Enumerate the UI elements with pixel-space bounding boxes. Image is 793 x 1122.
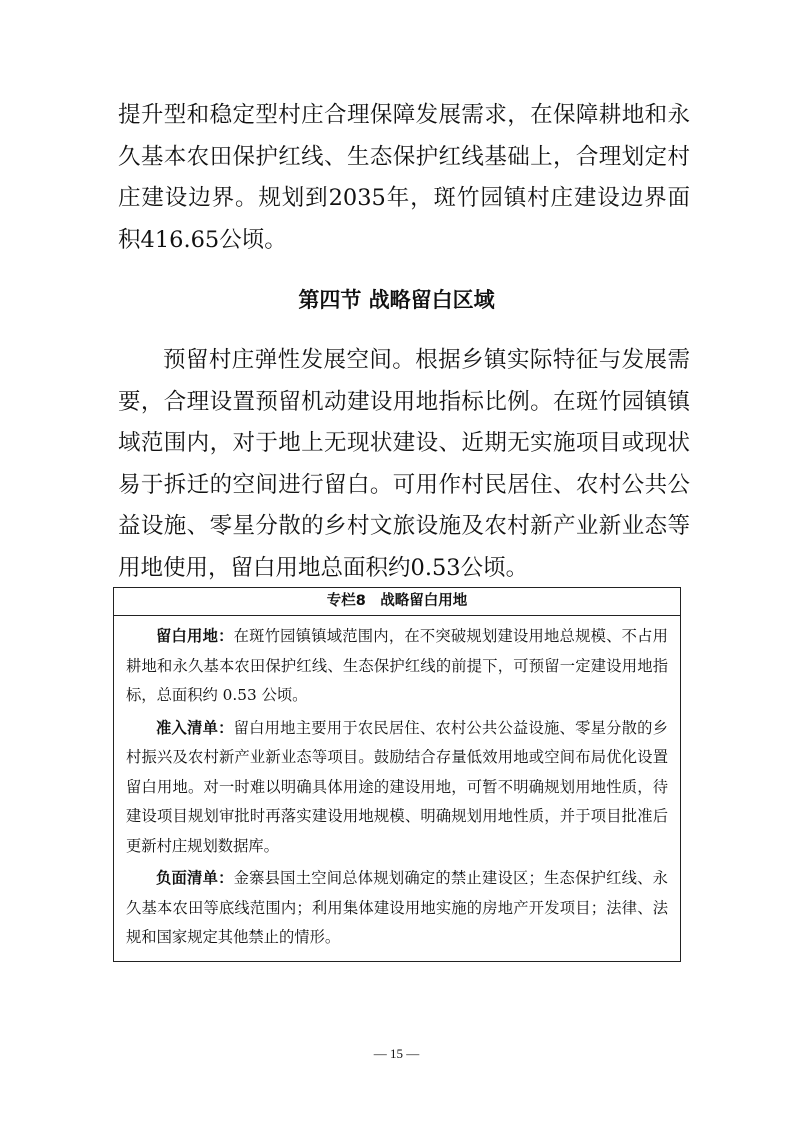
page-number: — 15 — xyxy=(373,1046,420,1061)
box-item-term: 准入清单： xyxy=(156,718,234,737)
box-item-reserved-land xyxy=(126,622,668,711)
box-body xyxy=(114,616,680,953)
box-item-text: 金寨县国土空间总体规划确定的禁止建设区；生态保护红线、永久基本农田等底线范围内；利用集体建设用地实施的房地产开发项目；法律、法规和国家规定其他禁止的情形。 xyxy=(126,869,668,946)
box-title: 专栏8 战略留白用地 xyxy=(114,588,680,616)
box-item-negative-list xyxy=(126,864,668,953)
box-item-term: 负面清单： xyxy=(156,869,234,887)
box-item-term: 留白用地： xyxy=(156,627,234,645)
body-paragraph-1: 提升型和稳定型村庄合理保障发展需求，在保障耕地和永久基本农田保护红线、生态保护红线基础上，合理划定村庄建设边界。规划到2035年，斑竹园镇村庄建设边界面积416.65公顷。 xyxy=(118,102,690,253)
box-item-text: 在斑竹园镇镇域范围内，在不突破规划建设用地总规模、不占用耕地和永久基本农田保护红线、生态保护红线的前提下，可预留一定建设用地指标，总面积约 0.53 公顷。 xyxy=(126,627,668,704)
body-paragraph-2: 预留村庄弹性发展空间。根据乡镇实际特征与发展需要，合理设置预留机动建设用地指标比例。在斑竹园镇镇域范围内，对于地上无现状建设、近期无实施项目或现状易于拆迁的空间进行留白。可用作村民居住、农村公共公益设施、零星分散的乡村文旅设施及农村新产业新业态等用地使用，留白用地总面积约0.53公顷。 xyxy=(118,347,690,581)
sidebar-box xyxy=(113,587,681,962)
box-item-admission-list xyxy=(126,714,668,862)
box-item-text: 留白用地主要用于农民居住、农村公共公益设施、零星分散的乡村振兴及农村新产业新业态等项目。鼓励结合存量低效用地或空间布局优化设置留白用地。对一时难以明确具体用途的建设用地，可暂不明确规划用地性质，待建设项目规划审批时再落实建设用地规模、明确规划用地性质，并于项目批准后更新村庄规划数据库。 xyxy=(126,718,668,855)
section-heading: 第四节 战略留白区域 xyxy=(298,288,495,312)
